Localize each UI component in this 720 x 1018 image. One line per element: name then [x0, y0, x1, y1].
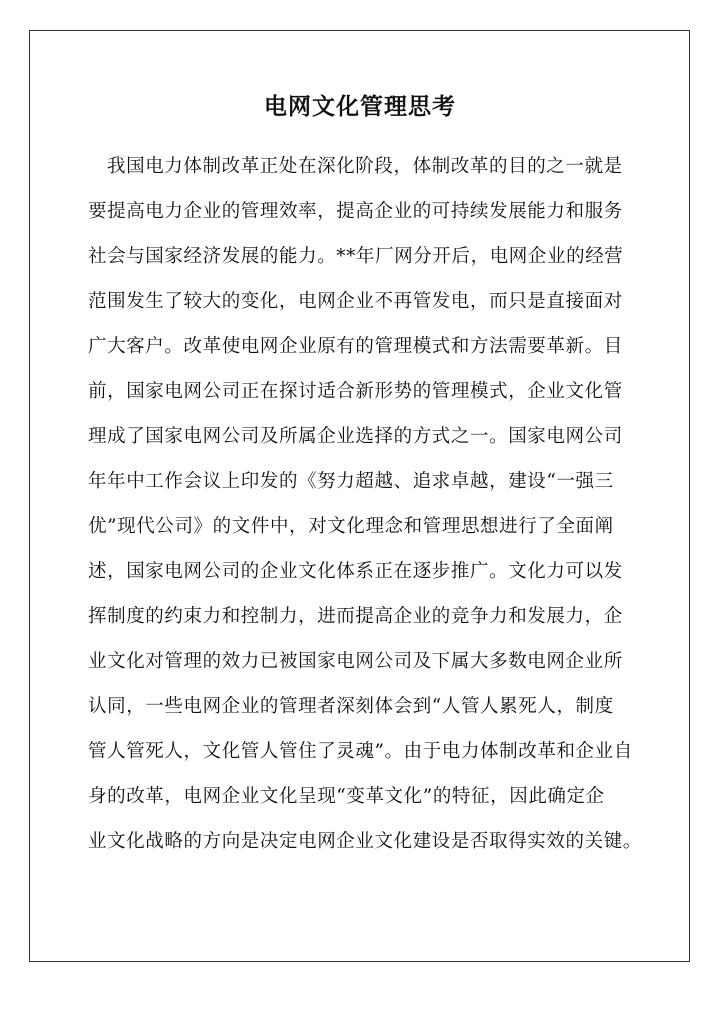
text-line: 管人管死人，文化管人管住了灵魂”。由于电力体制改革和企业自: [88, 741, 633, 762]
text-line: 认同，一些电网企业的管理者深刻体会到“人管人累死人，制度: [88, 696, 614, 717]
text-line: 身的改革，电网企业文化呈现“变革文化”的特征，因此确定企: [88, 786, 605, 807]
text-line: 优”现代公司》的文件中，对文化理念和管理思想进行了全面阐: [88, 516, 614, 537]
text-line: 业文化对管理的效力已被国家电网公司及下属大多数电网企业所: [88, 651, 623, 672]
text-line: 范围发生了较大的变化，电网企业不再管发电，而只是直接面对: [88, 291, 623, 312]
text-line: 广大客户。改革使电网企业原有的管理模式和方法需要革新。目: [88, 336, 623, 357]
text-line: 挥制度的约束力和控制力，进而提高企业的竞争力和发展力，企: [88, 606, 623, 627]
text-line: 我国电力体制改革正处在深化阶段，体制改革的目的之一就是: [107, 156, 623, 177]
text-line: 前，国家电网公司正在探讨适合新形势的管理模式，企业文化管: [88, 381, 623, 402]
text-line: 社会与国家经济发展的能力。**年厂网分开后，电网企业的经营: [88, 246, 624, 267]
text-line: 理成了国家电网公司及所属企业选择的方式之一。国家电网公司: [88, 426, 623, 447]
document-title: 电网文化管理思考: [264, 93, 456, 120]
text-line: 年年中工作会议上印发的《努力超越、追求卓越，建设“一强三: [88, 471, 614, 492]
text-line: 要提高电力企业的管理效率，提高企业的可持续发展能力和服务: [88, 201, 623, 222]
text-line: 业文化战略的方向是决定电网企业文化建设是否取得实效的关键。: [88, 831, 642, 852]
body-paragraph: [88, 148, 648, 868]
text-line: 述，国家电网公司的企业文化体系正在逐步推广。文化力可以发: [88, 561, 623, 582]
